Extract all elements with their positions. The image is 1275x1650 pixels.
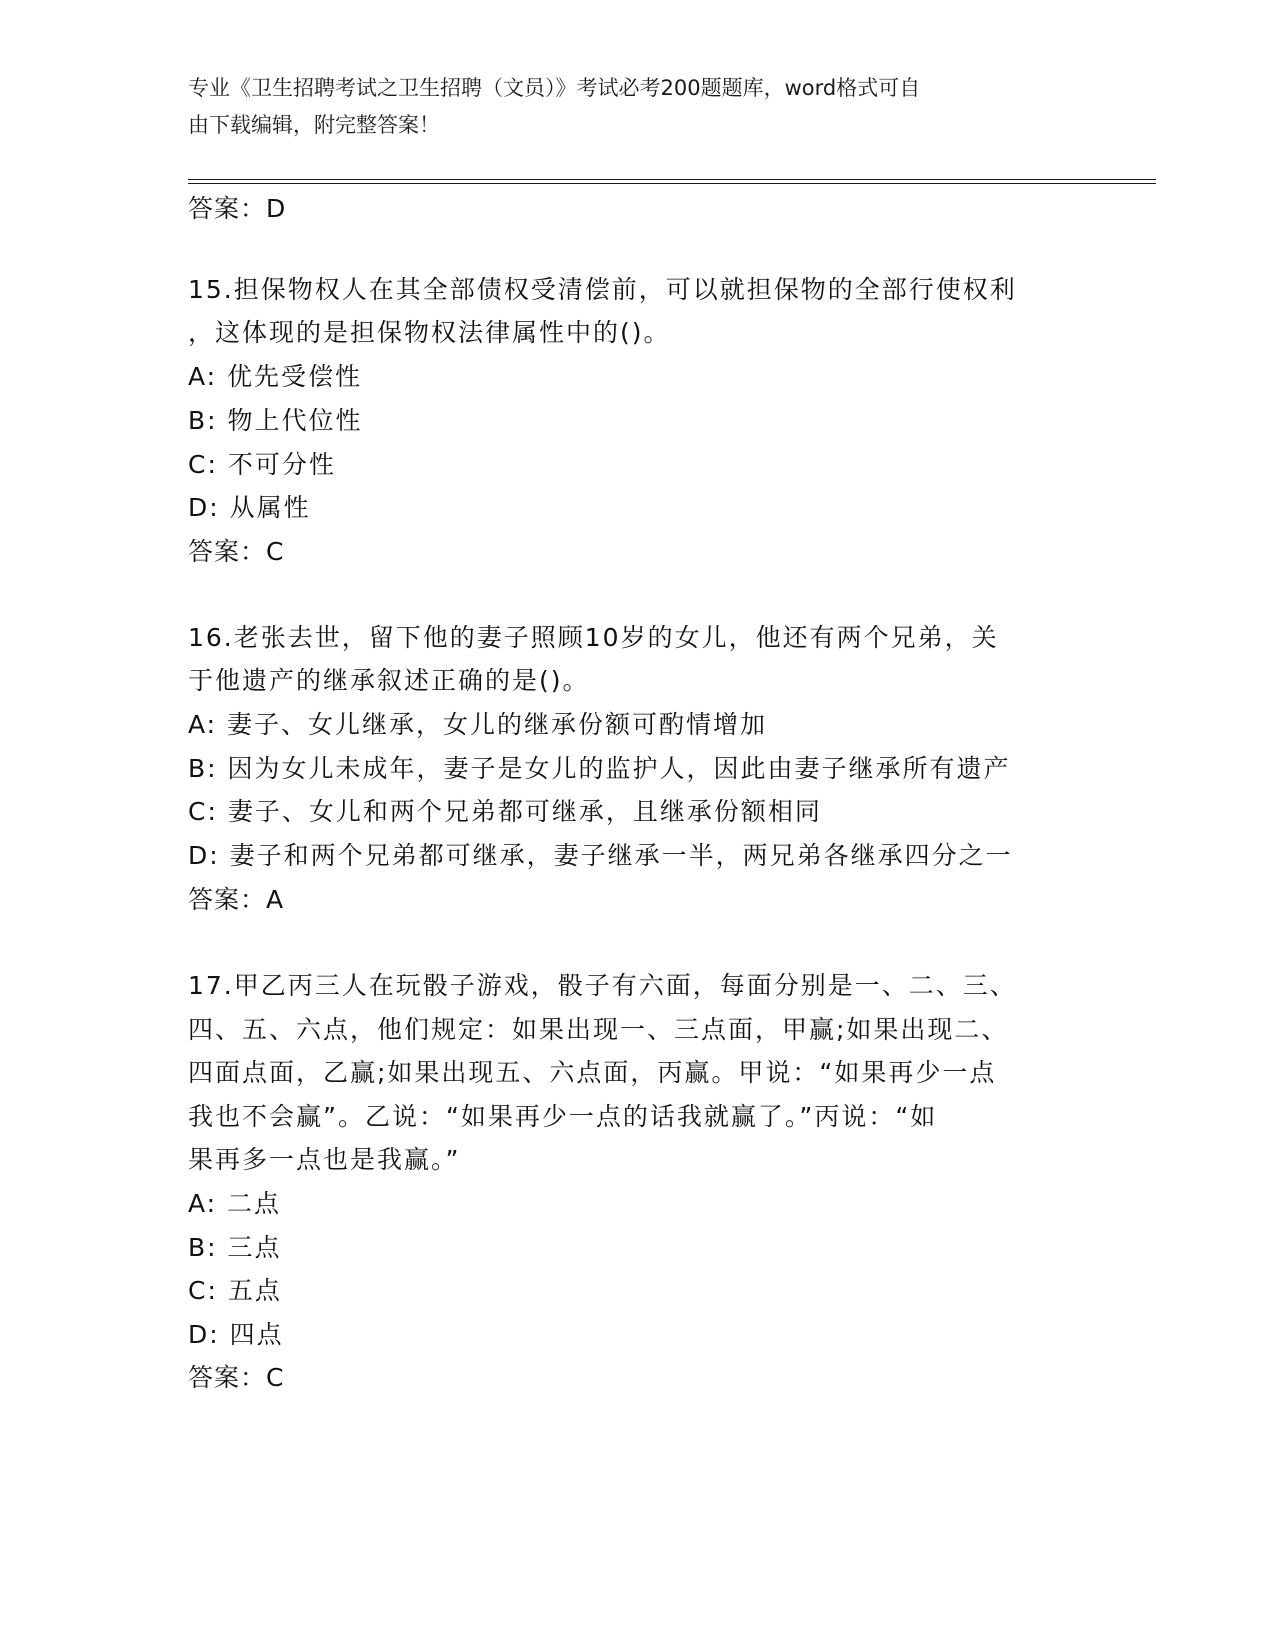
question-17-option-d: D: 四点 [188, 1320, 284, 1349]
question-16-stem-line-2: 于他遗产的继承叙述正确的是()。 [188, 666, 590, 695]
question-17-stem-line-1: 17.甲乙丙三人在玩骰子游戏，骰子有六面，每面分别是一、二、三、 [188, 971, 1017, 1000]
question-15-stem-line-1: 15.担保物权人在其全部债权受清偿前，可以就担保物的全部行使权利 [188, 275, 1017, 304]
question-17-answer: 答案：C [188, 1363, 285, 1392]
question-17-option-a: A: 二点 [188, 1189, 282, 1218]
question-17-option-b: B: 三点 [188, 1233, 282, 1262]
header-divider-top [188, 179, 1156, 180]
question-16-option-b: B: 因为女儿未成年，妻子是女儿的监护人，因此由妻子继承所有遗产 [188, 754, 1011, 783]
question-15-option-a: A: 优先受偿性 [188, 362, 363, 391]
question-16-option-c: C: 妻子、女儿和两个兄弟都可继承，且继承份额相同 [188, 797, 822, 826]
question-15-stem-line-2: ，这体现的是担保物权法律属性中的()。 [188, 318, 671, 347]
question-16-option-a: A: 妻子、女儿继承，女儿的继承份额可酌情增加 [188, 710, 768, 739]
question-16-answer: 答案：A [188, 885, 285, 914]
question-17-stem-line-4: 我也不会赢”。乙说：“如果再少一点的话我就赢了。”丙说：“如 [188, 1102, 938, 1131]
header-divider-bottom [188, 183, 1156, 184]
question-16-stem-line-1: 16.老张去世，留下他的妻子照顾10岁的女儿，他还有两个兄弟，关 [188, 623, 999, 652]
question-15-option-c: C: 不可分性 [188, 450, 336, 479]
question-17-stem-line-2: 四、五、六点，他们规定：如果出现一、三点面，甲赢;如果出现二、 [188, 1015, 1009, 1044]
question-15-option-d: D: 从属性 [188, 493, 311, 522]
question-17-option-c: C: 五点 [188, 1276, 282, 1305]
question-17-stem-line-3: 四面点面，乙赢;如果出现五、六点面，丙赢。甲说：“如果再少一点 [188, 1058, 997, 1087]
question-15-answer: 答案：C [188, 537, 285, 566]
previous-answer: 答案：D [188, 194, 287, 223]
question-15-option-b: B: 物上代位性 [188, 406, 363, 435]
question-17-stem-line-5: 果再多一点也是我赢。” [188, 1145, 461, 1174]
document-header: 专业《卫生招聘考试之卫生招聘（文员）》考试必考200题题库，word格式可自 由下载编辑，附完整答案！ [188, 76, 921, 137]
question-16-option-d: D: 妻子和两个兄弟都可继承，妻子继承一半，两兄弟各继承四分之一 [188, 841, 1013, 870]
